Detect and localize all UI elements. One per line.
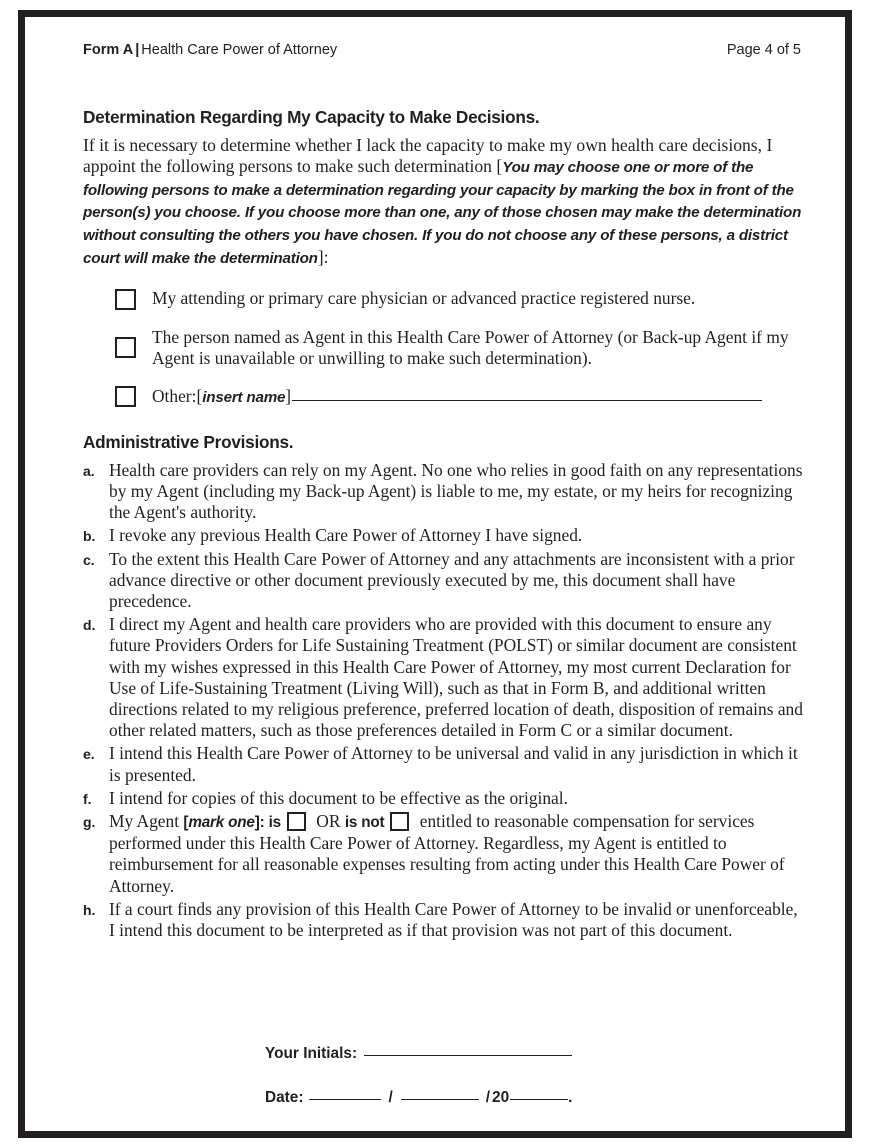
checkbox-icon-is-not-entitled[interactable] [390,812,409,831]
capacity-option-agent-label: The person named as Agent in this Health Care Power of Attorney (or Back-up Agent if my Agent is unavailable or unwilling to make such determination). [152,326,789,368]
provision-text-f: I intend for copies of this document to be effective as the original. [109,787,568,808]
initials-label: Your Initials: [265,1045,358,1062]
capacity-option-physician-label: My attending or primary care physician or advanced practice registered nurse. [152,287,696,308]
provision-text-g [109,811,805,897]
date-year-input-line[interactable] [510,1099,568,1100]
admin-provisions-list [83,460,805,941]
provision-g-suffix: entitled to reasonable compensation for services performed under this Health Care Power of Attorney. Regardless, my Agent is entitled to reimbursement for all reasonable expenses resulting from acting under this Health Care Power of Attorney. [109,811,785,896]
provision-g-bracket-close: ] [254,814,260,832]
checkbox-icon-is-entitled[interactable] [287,812,306,831]
provision-g-instruction: mark one [188,814,255,832]
other-label-text: Other: [152,385,197,406]
date-day-input-line[interactable] [401,1099,479,1100]
provision-text-c: To the extent this Health Care Power of Attorney and any attachments are inconsistent with a prior advance directive or other document previously executed by me, this document shall have precedence. [109,548,795,611]
provision-item-e [83,743,805,785]
provision-marker-b: b. [83,528,96,545]
provision-marker-c: c. [83,551,95,568]
checkbox-icon-physician[interactable] [115,289,136,310]
provision-text-h: If a court finds any provision of this Health Care Power of Attorney to be invalid or unenforceable, I intend this document to be interpreted as if that provision was not part of this document. [109,898,798,941]
date-label: Date: [265,1089,304,1106]
page-content-area [25,17,845,1131]
provision-text-e: I intend this Health Care Power of Attorney to be universal and valid in any jurisdiction in which it is presented. [109,743,798,785]
other-instruction-text: insert name [202,388,286,406]
other-bracket-close: ] [285,385,292,406]
initials-input-line[interactable] [364,1055,572,1056]
provision-text-a: Health care providers can rely on my Agent. No one who relies in good faith on any representations by my Agent (including my Back-up Agent) is liable to me, my estate, or my heirs for recognizing the Agent's authority. [109,459,803,523]
header-document-title: Health Care Power of Attorney [141,42,338,58]
other-name-input-line[interactable] [292,400,762,401]
provision-item-c [83,549,805,613]
capacity-option-physician[interactable] [115,288,805,310]
provision-item-b [83,525,805,546]
provision-item-a [83,460,805,524]
provision-text-d: I direct my Agent and health care providers who are provided with this document to ensure any future Providers Orders for Life Sustaining Treatment (POLST) or similar document are consistent with my wishes expressed in this Health Care Power of Attorney, my most current Declaration for Use of Life-Sustaining Treatment (Living Will), such as that in Form B, and additional written directions related to my religious preference, preferred location of death, disposition of remains and other related matters, such as those preferences detailed in Form C or a similar document. [109,614,803,741]
provision-g-or-label: OR [311,811,345,832]
provision-g-prefix: My Agent [109,811,184,832]
capacity-option-other[interactable] [115,386,805,408]
capacity-option-other-label [152,386,762,408]
provision-marker-f: f. [83,790,92,807]
provision-item-f [83,788,805,809]
header-page-indicator: Page 4 of 5 [726,42,801,58]
provision-marker-e: e. [83,746,95,763]
provision-item-g [83,811,805,897]
date-period: . [568,1089,573,1106]
date-month-input-line[interactable] [309,1099,381,1100]
capacity-lead-text: If it is necessary to determine whether I lack the capacity to make my own health care decisions, I appoint the following persons to make such determination [83,135,773,176]
capacity-bracket-open: [ [496,155,503,176]
provision-item-d [83,614,805,741]
header-separator: | [135,42,140,58]
capacity-options-list [115,288,805,408]
provision-marker-h: h. [83,901,96,918]
date-year-prefix: 20 [492,1089,510,1106]
header-form-label: Form A [83,42,134,58]
main-content [83,107,805,943]
capacity-instruction-text: You may choose one or more of the following persons to make a determination regarding your capacity by marking the box in front of the person(s) you choose. If you choose more than one, any of those chosen may make the determination without consulting the others you have chosen. If you do not choose any of these persons, a district court will make the determination [83,158,802,267]
admin-section-heading: Administrative Provisions. [83,431,294,452]
capacity-option-agent[interactable] [115,327,805,369]
provision-g-is-label: : is [259,814,281,832]
other-bracket-open: [ [196,385,203,406]
header-form-title [83,42,337,58]
date-row [265,1089,572,1107]
date-slash-2: / [485,1089,491,1106]
provision-marker-a: a. [83,462,95,479]
initials-row [265,1045,572,1063]
date-slash-1: / [388,1089,393,1106]
checkbox-icon-other[interactable] [115,386,136,407]
capacity-bracket-close: ]: [317,246,329,267]
provision-item-h [83,899,805,941]
page-border-frame [18,10,852,1138]
signature-footer [265,1045,572,1107]
capacity-lead-paragraph [83,135,805,270]
provision-marker-g: g. [83,814,96,831]
capacity-section-heading: Determination Regarding My Capacity to Make Decisions. [83,107,540,127]
provision-g-bracket-open: [ [183,814,189,832]
provision-text-b: I revoke any previous Health Care Power of Attorney I have signed. [109,525,583,546]
provision-marker-d: d. [83,617,96,634]
provision-g-is-not-label: is not [344,814,385,832]
checkbox-icon-agent[interactable] [115,337,136,358]
document-header [83,42,801,58]
